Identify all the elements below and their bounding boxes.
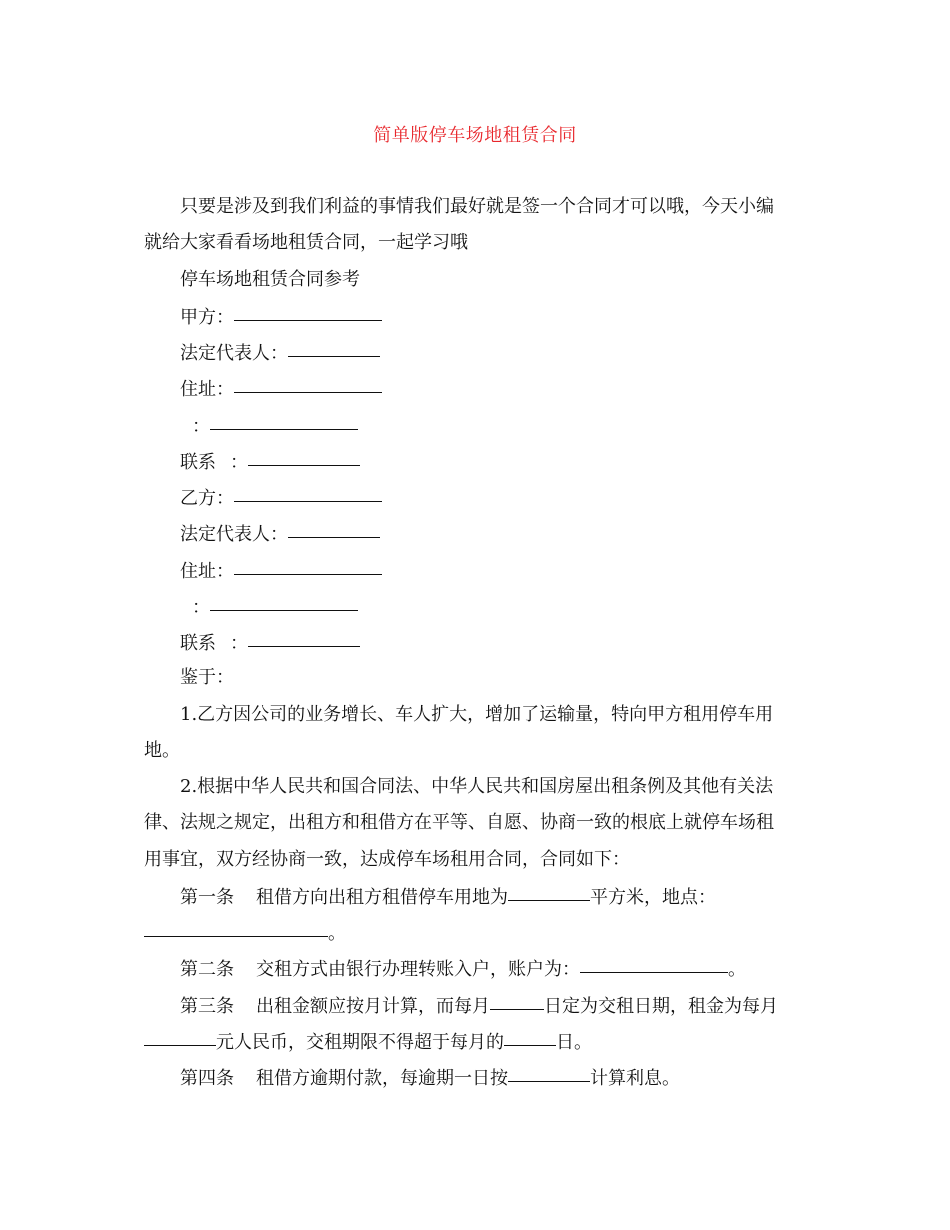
party-a-contact-label: 联系 [180,452,216,473]
party-b-contact-label: 联系 [180,633,216,654]
article-1-location-line [144,918,346,946]
party-a-address-blank [234,372,382,393]
party-a-extra-line [180,411,358,439]
article-4-line [180,1063,680,1091]
clause-1-line: 1.乙方因公司的业务增长、车人扩大，增加了运输量，特向甲方租用停车用 [180,704,774,725]
party-a-label: 甲方： [180,307,234,328]
article-3-line [180,991,778,1019]
article-1-area-blank [508,880,590,901]
article-1-text: 租借方向出租方租借停车用地为 [256,887,508,908]
party-b-contact-line [180,628,360,656]
article-1-line [180,882,716,910]
contract-subtitle: 停车场地租赁合同参考 [180,269,360,290]
article-1-number: 第一条 [180,887,234,908]
party-a-address-label: 住址： [180,379,234,400]
article-3-day-blank [490,989,544,1010]
article-4-number: 第四条 [180,1068,234,1089]
article-1-location-blank [144,916,328,937]
party-a-contact-line [180,447,360,475]
party-b-address-blank [234,554,382,575]
party-a-rep-line [180,338,380,366]
article-3-number: 第三条 [180,996,234,1017]
article-4-text: 租借方逾期付款，每逾期一日按 [256,1068,508,1089]
party-b-address-label: 住址： [180,561,234,582]
document-title: 简单版停车场地租赁合同 [373,125,577,146]
article-2-text: 交租方式由银行办理转账入户，账户为： [256,959,580,980]
article-3-line-2 [144,1027,592,1055]
article-2-number: 第二条 [180,959,234,980]
party-b-rep-blank [288,517,380,538]
party-a-contact-colon: ： [230,452,248,473]
party-b-label: 乙方： [180,488,234,509]
party-b-line [180,483,382,511]
article-3-deadline-blank [504,1025,556,1046]
party-a-rep-blank [288,336,380,357]
article-3-text-b: 日定为交租日期，租金为每月 [544,996,778,1017]
article-3-amount-blank [144,1025,216,1046]
party-b-extra-label: ： [192,597,210,618]
intro-paragraph-line: 只要是涉及到我们利益的事情我们最好就是签一个合同才可以哦，今天小编 [180,196,774,217]
clause-2-line: 用事宜，双方经协商一致，达成停车场租用合同，合同如下： [144,849,630,870]
party-b-rep-label: 法定代表人： [180,524,288,545]
party-a-line [180,302,382,330]
party-a-address-line [180,374,382,402]
party-b-contact-blank [248,626,360,647]
party-a-extra-blank [210,409,358,430]
party-a-contact-blank [248,445,360,466]
article-3-text-d: 日。 [556,1032,592,1053]
party-b-contact-colon: ： [230,633,248,654]
article-4-text-b: 计算利息。 [590,1068,680,1089]
article-2-line [180,954,746,982]
article-3-text-c: 元人民币，交租期限不得超于每月的 [216,1032,504,1053]
party-b-rep-line [180,519,380,547]
article-1-end: 。 [328,923,346,944]
article-3-text: 出租金额应按月计算，而每月 [256,996,490,1017]
party-b-extra-blank [210,590,358,611]
party-a-blank [234,300,382,321]
party-a-extra-label: ： [192,416,210,437]
party-b-blank [234,481,382,502]
article-2-end: 。 [728,959,746,980]
whereas-heading: 鉴于： [180,667,234,688]
article-1-text-b: 平方米，地点： [590,887,716,908]
clause-2-line: 2.根据中华人民共和国合同法、中华人民共和国房屋出租条例及其他有关法 [180,776,774,797]
article-2-account-blank [580,952,728,973]
party-b-address-line [180,556,382,584]
clause-2-line: 律、法规之规定，出租方和租借方在平等、自愿、协商一致的根底上就停车场租 [144,812,774,833]
article-4-rate-blank [508,1061,590,1082]
intro-paragraph-line: 就给大家看看场地租赁合同，一起学习哦 [144,232,468,253]
clause-1-line: 地。 [144,740,180,761]
party-a-rep-label: 法定代表人： [180,343,288,364]
party-b-extra-line [180,592,358,620]
